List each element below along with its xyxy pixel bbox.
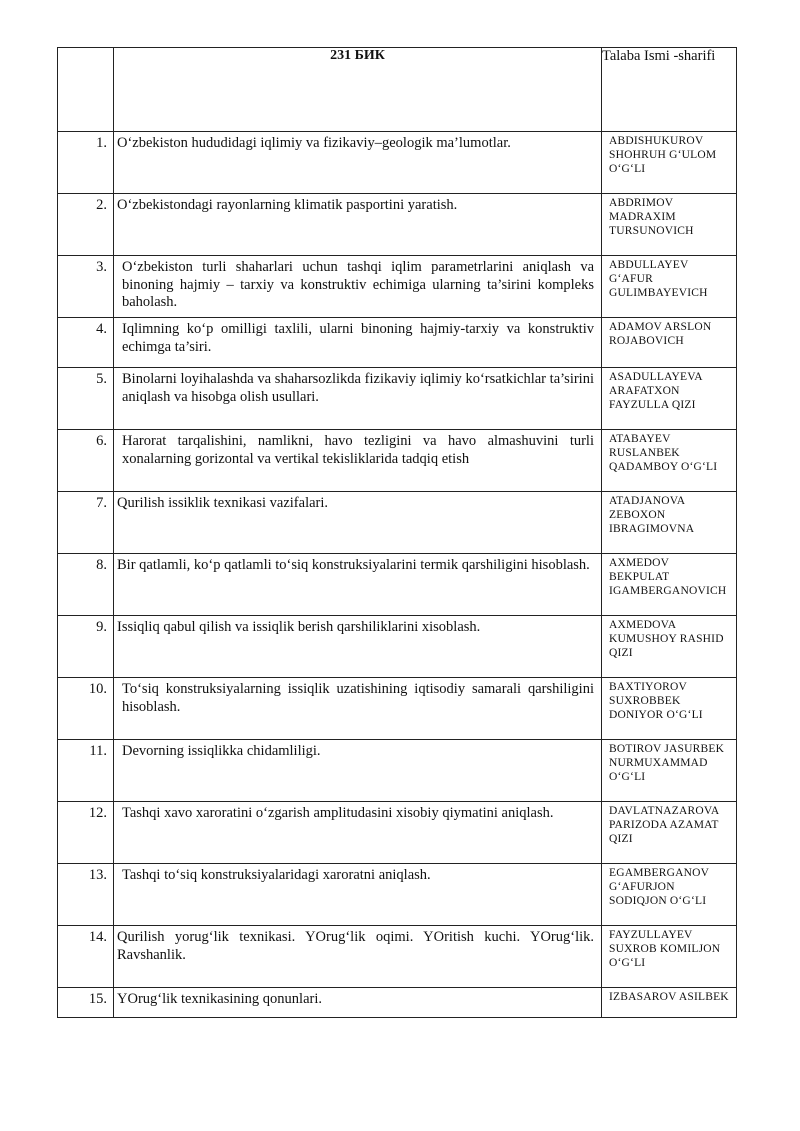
row-number: 4. (58, 318, 114, 368)
row-number: 12. (58, 802, 114, 864)
student-name: AXMEDOV BEKPULAT IGAMBERGANOVICH (602, 554, 737, 616)
table-row (58, 256, 737, 318)
student-column-header: Talaba Ismi -sharifi (602, 48, 737, 132)
table-row (58, 740, 737, 802)
topic-cell: Tashqi xavo xaroratini o‘zgarish amplitudasini xisobiy qiymatini aniqlash. (114, 802, 602, 864)
topics-table (57, 47, 737, 1018)
header-number-cell (58, 48, 114, 132)
table-row (58, 988, 737, 1018)
student-name: ABDRIMOV MADRAXIM TURSUNOVICH (602, 194, 737, 256)
topic-cell: Qurilish yorug‘lik texnikasi. YOrug‘lik oqimi. YOritish kuchi. YOrug‘lik. Ravshanlik. (114, 926, 602, 988)
table-row (58, 926, 737, 988)
row-number: 1. (58, 132, 114, 194)
topic-cell: Issiqliq qabul qilish va issiqlik berish qarshiliklarini xisoblash. (114, 616, 602, 678)
student-name: BAXTIYOROV SUXROBBEK DONIYOR O‘G‘LI (602, 678, 737, 740)
row-number: 5. (58, 368, 114, 430)
topic-cell: Harorat tarqalishini, namlikni, havo tezligini va havo almashuvini turli xonalarning gorizontal va vertikal tekisliklarida tadqiq etish (114, 430, 602, 492)
student-name: DAVLATNAZAROVA PARIZODA AZAMAT QIZI (602, 802, 737, 864)
topic-cell: O‘zbekiston hududidagi iqlimiy va fizikaviy–geologik ma’lumotlar. (114, 132, 602, 194)
student-name: ASADULLAYEVA ARAFATXON FAYZULLA QIZI (602, 368, 737, 430)
student-name: AXMEDOVA KUMUSHOY RASHID QIZI (602, 616, 737, 678)
row-number: 6. (58, 430, 114, 492)
student-name: ABDULLAYEV G‘AFUR GULIMBAYEVICH (602, 256, 737, 318)
group-title: 231 БИК (114, 48, 602, 132)
topic-cell: Iqlimning ko‘p omilligi taxlili, ularni binoning hajmiy-tarxiy va konstruktiv echimga ta’siri. (114, 318, 602, 368)
row-number: 14. (58, 926, 114, 988)
row-number: 10. (58, 678, 114, 740)
table-row (58, 132, 737, 194)
table-row (58, 864, 737, 926)
student-name: EGAMBERGANOV G‘AFURJON SODIQJON O‘G‘LI (602, 864, 737, 926)
student-name: ABDISHUKUROV SHOHRUH G‘ULOM O‘G‘LI (602, 132, 737, 194)
table-row (58, 194, 737, 256)
student-name: ATADJANOVA ZEBOXON IBRAGIMOVNA (602, 492, 737, 554)
student-name: BOTIROV JASURBEK NURMUXAMMAD O‘G‘LI (602, 740, 737, 802)
topic-cell: Tashqi to‘siq konstruksiyalaridagi xaroratni aniqlash. (114, 864, 602, 926)
table-row (58, 616, 737, 678)
topic-cell: Devorning issiqlikka chidamliligi. (114, 740, 602, 802)
row-number: 13. (58, 864, 114, 926)
table-row (58, 678, 737, 740)
table-header-row (58, 48, 737, 132)
topic-cell: YOrug‘lik texnikasining qonunlari. (114, 988, 602, 1018)
row-number: 15. (58, 988, 114, 1018)
row-number: 2. (58, 194, 114, 256)
table-row (58, 368, 737, 430)
topic-cell: Bir qatlamli, ko‘p qatlamli to‘siq konstruksiyalarini termik qarshiligini hisoblash. (114, 554, 602, 616)
row-number: 7. (58, 492, 114, 554)
table-row (58, 554, 737, 616)
table-row (58, 802, 737, 864)
row-number: 3. (58, 256, 114, 318)
topic-cell: Qurilish issiklik texnikasi vazifalari. (114, 492, 602, 554)
row-number: 9. (58, 616, 114, 678)
student-name: IZBASAROV ASILBEK (602, 988, 737, 1018)
topic-cell: To‘siq konstruksiyalarning issiqlik uzatishining iqtisodiy samarali qarshiligini hisoblash. (114, 678, 602, 740)
student-name: FAYZULLAYEV SUXROB KOMILJON O‘G‘LI (602, 926, 737, 988)
topic-cell: O‘zbekiston turli shaharlari uchun tashqi iqlim parametrlarini aniqlash va binoning hajmiy – tarxiy va konstruktiv echimiga ularning ta’sirini kompleks baholash. (114, 256, 602, 318)
table-row (58, 492, 737, 554)
table-row (58, 318, 737, 368)
topic-cell: O‘zbekistondagi rayonlarning klimatik pasportini yaratish. (114, 194, 602, 256)
student-name: ADAMOV ARSLON ROJABOVICH (602, 318, 737, 368)
topic-cell: Binolarni loyihalashda va shaharsozlikda fizikaviy iqlimiy ko‘rsatkichlar ta’sirini aniqlash va hisobga olish usullari. (114, 368, 602, 430)
student-name: ATABAYEV RUSLANBEK QADAMBOY O‘G‘LI (602, 430, 737, 492)
table-row (58, 430, 737, 492)
row-number: 8. (58, 554, 114, 616)
row-number: 11. (58, 740, 114, 802)
